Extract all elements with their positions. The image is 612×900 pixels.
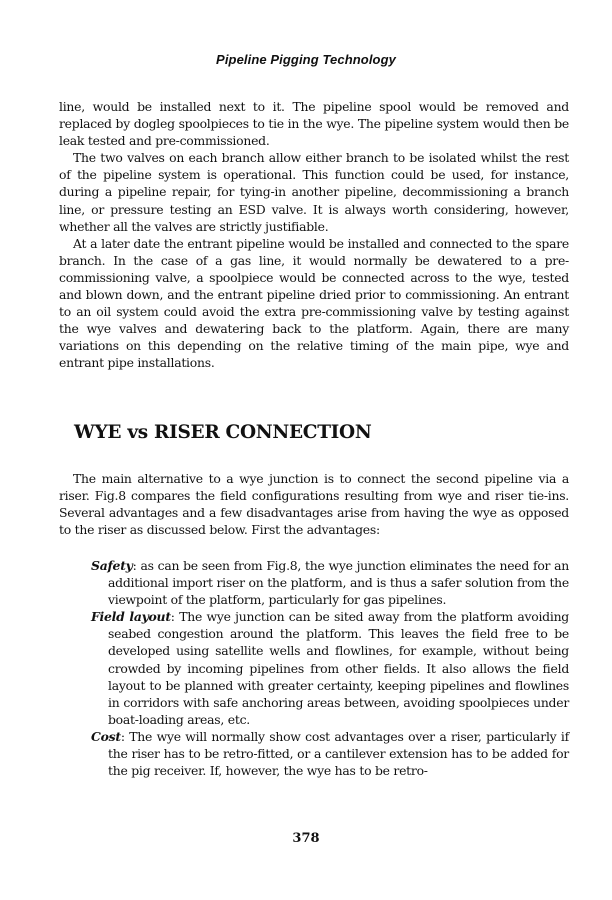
section-intro-block <box>59 470 569 538</box>
advantages-list <box>91 557 569 779</box>
advantage-term: Safety <box>91 558 133 573</box>
paragraph: The two valves on each branch allow either branch to be isolated whilst the rest of the pipeline system is operational. This function could be used, for instance, during a pipeline repair, for tying-in another pipeline, decommissioning a branch line, or pressure testing an ESD valve. It is always worth considering, however, whether all the valves are strictly justifiable. <box>59 150 569 234</box>
page-number: 378 <box>292 831 320 846</box>
advantage-text: as can be seen from Fig.8, the wye junction eliminates the need for an additional import riser on the platform, and is thus a safer solution from the viewpoint of the platform, particularly for gas pipelines. <box>108 558 569 608</box>
running-head: Pipeline Pigging Technology <box>216 52 396 67</box>
body-text-block <box>59 98 569 372</box>
paragraph: The main alternative to a wye junction is to connect the second pipeline via a riser. Fig.8 compares the field configurations resulting from wye and riser tie-ins. Several advantages and a few disadvantages arise from having the wye as opposed to the riser as discussed below. First the advantages: <box>59 471 569 538</box>
advantage-item: Safety: as can be seen from Fig.8, the wye junction eliminates the need for an additional import riser on the platform, and is thus a safer solution from the viewpoint of the platform, particularly for gas pipelines. <box>91 558 569 608</box>
section-heading: WYE vs RISER CONNECTION <box>74 422 372 443</box>
advantage-term: Field layout <box>91 609 171 625</box>
advantage-term: Cost <box>91 728 121 744</box>
advantage-text: The wye junction can be sited away from the platform avoiding seabed congestion around the platform. This leaves the field free to be developed using satellite wells and flowlines, for example, without being crowded by incoming pipelines from other fields. It also allows the field layout to be planned with greater certainty, keeping pipelines and flowlines in corridors with safe anchoring areas between, avoiding spoolpieces under boat-loading areas, etc. <box>108 609 569 727</box>
advantage-item: Field layout: The wye junction can be sited away from the platform avoiding seabed congestion around the platform. This leaves the field free to be developed using satellite wells and flowlines, for example, without being crowded by incoming pipelines from other fields. It also allows the field layout to be planned with greater certainty, keeping pipelines and flowlines in corridors with safe anchoring areas between, avoiding spoolpieces under boat-loading areas, etc. <box>91 609 569 727</box>
advantage-text: The wye will normally show cost advantages over a riser, particularly if the riser has to be retro-fitted, or a cantilever extension has to be added for the pig receiver. If, however, the wye has to be retro- <box>108 728 569 779</box>
paragraph: line, would be installed next to it. The pipeline spool would be removed and replaced by dogleg spoolpieces to tie in the wye. The pipeline system would then be leak tested and pre-commissioned. <box>59 99 569 149</box>
advantage-item: Cost: The wye will normally show cost advantages over a riser, particularly if the riser has to be retro-fitted, or a cantilever extension has to be added for the pig receiver. If, however, the wye has to be retro- <box>91 728 569 779</box>
paragraph: At a later date the entrant pipeline would be installed and connected to the spare branch. In the case of a gas line, it would normally be dewatered to a pre-commissioning valve, a spoolpiece would be connected across to the wye, tested and blown down, and the entrant pipeline dried prior to commissioning. An entrant to an oil system could avoid the extra pre-commissioning valve by testing against the wye valves and dewatering back to the platform. Again, there are many variations on this depending on the relative timing of the main pipe, wye and entrant pipe installations. <box>59 235 569 371</box>
